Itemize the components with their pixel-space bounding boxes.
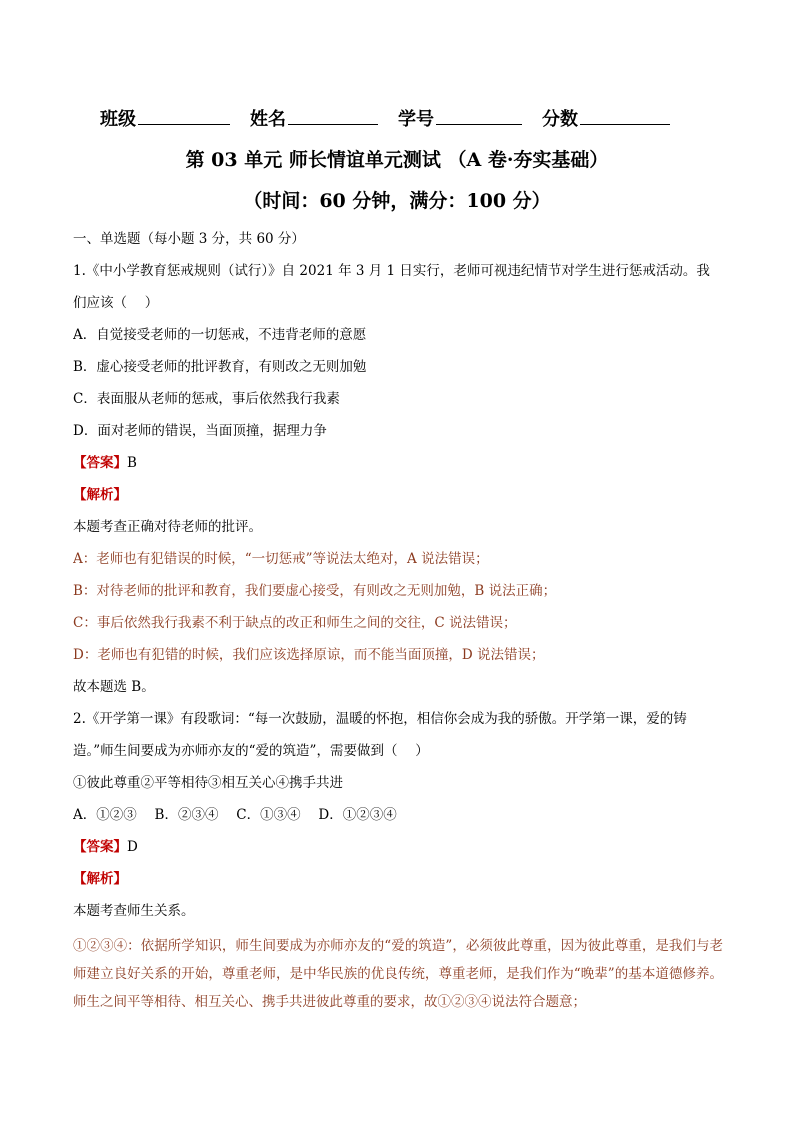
class-blank[interactable] [138, 104, 230, 125]
q2-items: ①彼此尊重②平等相待③相互关心④携手共进 [73, 775, 343, 791]
exam-subtitle: （时间：60 分钟，满分：100 分） [243, 190, 551, 212]
name-label: 姓名 [250, 109, 286, 130]
q1-option-b: B．虚心接受老师的批评教育，有则改之无则加勉 [73, 359, 367, 375]
q1-analysis-c: C：事后依然我行我素不利于缺点的改正和师生之间的交往，C 说法错误； [73, 615, 517, 631]
exam-title: 第 03 单元 师长情谊单元测试 （A 卷·夯实基础） [185, 149, 609, 171]
q1-stem-line2: 们应该（ ） [73, 295, 159, 311]
q1-analysis-b: B：对待老师的批评和教育，我们要虚心接受，有则改之无则加勉，B 说法正确； [73, 583, 557, 599]
q2-answer-tag: 【答案】 [73, 839, 127, 855]
q1-stem-line1: 1.《中小学教育惩戒规则（试行）》自 2021 年 3 月 1 日实行，老师可视违纪情节对学生进行惩戒活动。我 [73, 263, 710, 279]
q1-option-c: C．表面服从老师的惩戒，事后依然我行我素 [73, 391, 340, 407]
exam-content [73, 228, 723, 1016]
name-blank[interactable] [288, 104, 378, 125]
section-heading: 一、单选题（每小题 3 分，共 60 分） [73, 231, 305, 247]
score-label: 分数 [542, 109, 578, 130]
q1-option-a: A．自觉接受老师的一切惩戒，不违背老师的意愿 [73, 327, 367, 343]
score-blank[interactable] [580, 104, 670, 125]
q1-option-d: D．面对老师的错误，当面顶撞，据理力争 [73, 423, 327, 439]
student-info-row [100, 104, 700, 133]
class-label: 班级 [100, 109, 136, 130]
q1-conclusion: 故本题选 B。 [73, 679, 155, 695]
q2-stem-line1: 2.《开学第一课》有段歌词：“每一次鼓励，温暖的怀抱，相信你会成为我的骄傲。开学第一课，爱的铸 [73, 711, 687, 727]
q1-analysis-tag-line [73, 484, 723, 516]
q2-analysis-intro: 本题考查师生关系。 [73, 903, 195, 919]
student-id-blank[interactable] [436, 104, 522, 125]
q1-analysis-d: D：老师也有犯错的时候，我们应该选择原谅，而不能当面顶撞，D 说法错误； [73, 647, 545, 663]
name-field [250, 104, 378, 133]
class-field [100, 104, 230, 133]
q2-stem-line2: 造。”师生间要成为亦师亦友的“爱的筑造”，需要做到（ ） [73, 743, 429, 759]
q1-analysis-intro: 本题考查正确对待老师的批评。 [73, 519, 262, 535]
q1-answer-value: B [127, 455, 137, 471]
q2-answer [73, 836, 723, 868]
student-id-label: 学号 [398, 109, 434, 130]
q1-answer-tag: 【答案】 [73, 455, 127, 471]
score-field [542, 104, 670, 133]
q2-answer-value: D [127, 839, 138, 855]
q2-analysis-tag-line [73, 868, 723, 900]
q2-options: A．①②③ B．②③④ C．①③④ D．①②③④ [73, 807, 397, 823]
student-id-field [398, 104, 522, 133]
q1-analysis-tag: 【解析】 [73, 487, 127, 503]
q2-analysis-paragraph: ①②③④：依据所学知识，师生间要成为亦师亦友的“爱的筑造”，必须彼此尊重，因为彼此尊重，是我们与老师建立良好关系的开始，尊重老师，是中华民族的优良传统，尊重老师，是我们作为“晚辈”的基本道德修养。师生之间平等相待、相互关心、携手共进彼此尊重的要求，故①②③④说法符合题意； [73, 938, 723, 1010]
q1-analysis-a: A：老师也有犯错误的时候，“一切惩戒”等说法太绝对，A 说法错误； [73, 551, 489, 567]
q1-answer [73, 452, 723, 484]
q2-analysis-tag: 【解析】 [73, 871, 127, 887]
